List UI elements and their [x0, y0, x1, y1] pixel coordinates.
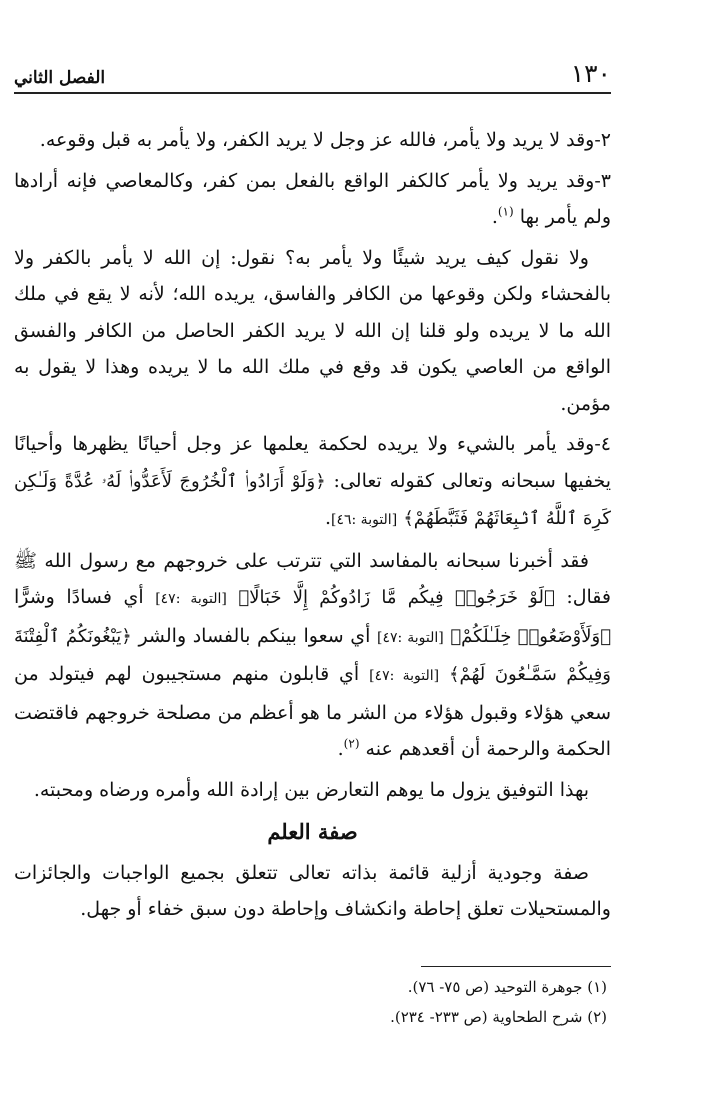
paragraph-reconcile: بهذا التوفيق يزول ما يوهم التعارض بين إرادة الله وأمره ورضاه ومحبته.: [33, 778, 589, 801]
quran-reference: [التوبة :٤٧]: [369, 668, 440, 684]
quran-reference: [التوبة :٤٦]: [331, 512, 398, 528]
footnote-marker-2: (٢): [343, 736, 360, 751]
paragraph-point-2: ٢-وقد لا يريد ولا يأمر، فالله عز وجل لا يريد الكفر، ولا يأمر به قبل وقوعه.: [39, 129, 611, 151]
paragraph-informed: فقد أخبرنا سبحانه بالمفاسد التي تترتب على خروجهم مع رسول الله ﷺ فقال: ﴿لَوْ خَرَجُوا۟ فِيكُم مَّا زَادُوكُمْ إِلَّا خَبَالًا﴾ [التوبة :٤٧] أي فسادًا وشرًّا ﴿وَلَأَوْضَعُوا۟ خِلَـٰلَكُمْ﴾ [التوبة :٤٧] أي سعوا بينكم بالفساد والشر ﴿يَبْغُونَكُمُ ٱلْفِتْنَةَ وَفِيكُمْ سَمَّـٰعُونَ لَهُمْ﴾ [التوبة :٤٧] أي قابلون منهم مستجيبون لهم فيتولد من سعي هؤلاء وقبول هؤلاء من الشر ما هو أعظم من مصلحة خروجهم فاقتضت الحكمة والرحمة أن أقعدهم عنه $^{(٢)}$.: [14, 549, 612, 760]
quran-verse: ﴿وَلَوْ أَرَادُوا۟ ٱلْخُرُوجَ لَأَعَدُّوا۟ لَهُۥ عُدَّةً وَلَـٰكِن كَرِهَ ٱللَّهُ ٱنۢبِعَاثَهُمْ فَثَبَّطَهُمْ﴾: [14, 470, 611, 529]
footnotes: [14, 972, 607, 1032]
paragraph-point-3: ٣-وقد يريد ولا يأمر كالكفر الواقع بالفعل بمن كفر، وكالمعاصي فإنه أرادها ولم يأمر بها $^{(١)}$.: [14, 169, 611, 228]
section-title: صفة العلم: [267, 819, 358, 844]
quran-verse: ﴿يَبْغُونَكُمُ ٱلْفِتْنَةَ وَفِيكُمْ سَمَّـٰعُونَ لَهُمْ﴾: [14, 625, 611, 685]
page-number: ١٣٠: [570, 59, 611, 88]
quran-reference: [التوبة :٤٧]: [377, 629, 444, 646]
footnote-divider: [421, 966, 611, 967]
quran-verse: ﴿وَلَأَوْضَعُوا۟ خِلَـٰلَكُمْ﴾: [450, 625, 611, 647]
paragraph-point-4: ٤-وقد يأمر بالشيء ولا يريده لحكمة يعلمها عز وجل أحيانًا يظهرها وأحيانًا يخفيها سبحانه وتعالى كقوله تعالى: ﴿وَلَوْ أَرَادُوا۟ ٱلْخُرُوجَ لَأَعَدُّوا۟ لَهُۥ عُدَّةً وَلَـٰكِن كَرِهَ ٱللَّهُ ٱنۢبِعَاثَهُمْ فَثَبَّطَهُمْ﴾ [التوبة :٤٦].: [14, 433, 612, 529]
paragraph-knowledge: صفة وجودية أزلية قائمة بذاته تعالى تتعلق بجميع الواجبات والجائزات والمستحيلات تعلق إحاطة وانكشاف وإحاطة دون سبق خفاء أو جهل.: [14, 861, 611, 920]
page-body: [14, 122, 611, 932]
footnote-1: (١) جوهرة التوحيد (ص ٧٥- ٧٦).: [407, 978, 607, 996]
quran-reference: [التوبة :٤٧]: [155, 591, 227, 607]
paragraph-explanation: ولا نقول كيف يريد شيئًا ولا يأمر به؟ نقول: إن الله لا يأمر بالكفر ولا بالفحشاء ولكن وقوعها من الكافر والفاسق، يريده الله؛ لأنه لا يقع في ملك الله ما لا يريده ولو قلنا إن الله لا يريد الكفر الحاصل من الكافر والفسق الواقع من العاصي يكون قد وقع في ملك الله ما لا يريده وهذا لا يقول به مؤمن.: [14, 246, 611, 415]
footnote-2: (٢) شرح الطحاوية (ص ٢٣٣- ٢٣٤).: [390, 1008, 607, 1026]
quran-verse: ﴿لَوْ خَرَجُوا۟ فِيكُم مَّا زَادُوكُمْ إِلَّا خَبَالًا﴾: [238, 587, 555, 608]
footnote-marker-1: (١): [497, 204, 514, 219]
page-header: [14, 58, 611, 94]
chapter-title: الفصل الثاني: [14, 68, 106, 88]
